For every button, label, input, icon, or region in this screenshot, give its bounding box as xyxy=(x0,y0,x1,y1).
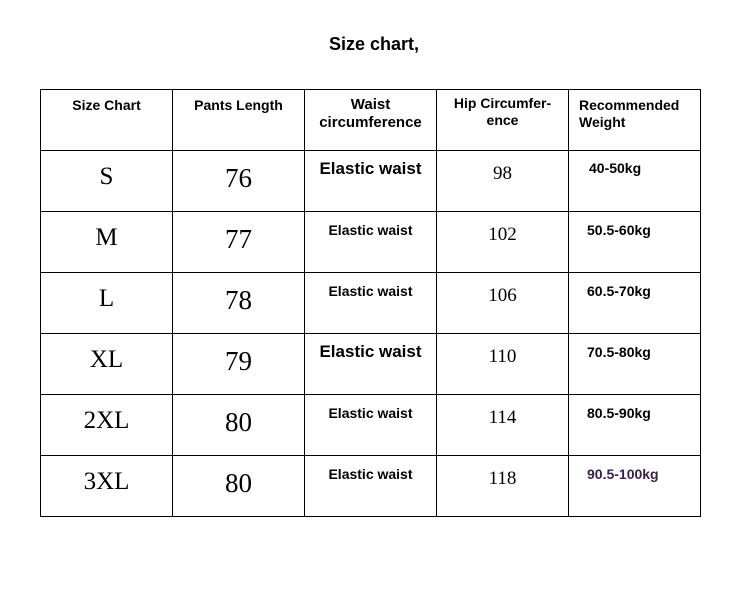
table-row xyxy=(41,273,701,334)
hip-cell: 102 xyxy=(488,224,517,245)
hip-cell: 118 xyxy=(488,468,517,489)
length-cell: 80 xyxy=(225,407,252,437)
table-row xyxy=(41,151,701,212)
size-cell: 2XL xyxy=(83,407,130,434)
length-cell: 79 xyxy=(225,346,252,376)
length-cell: 76 xyxy=(225,163,252,193)
hip-cell: 110 xyxy=(488,346,517,367)
header-weight-line1: Recommended xyxy=(579,97,680,113)
waist-cell: Elastic waist xyxy=(328,466,413,482)
header-size: Size Chart xyxy=(41,90,173,151)
hip-cell: 106 xyxy=(488,285,517,306)
header-weight-line2: Weight xyxy=(579,114,626,130)
size-chart-table xyxy=(40,89,701,517)
length-cell: 78 xyxy=(225,285,252,315)
size-cell: S xyxy=(99,163,114,190)
weight-cell: 80.5-90kg xyxy=(587,405,651,421)
header-hip xyxy=(437,90,569,151)
size-cell: XL xyxy=(89,346,124,373)
hip-cell: 98 xyxy=(493,163,512,184)
hip-cell: 114 xyxy=(488,407,517,428)
header-waist-line1: Waist xyxy=(350,96,391,113)
waist-cell: Elastic waist xyxy=(328,283,413,299)
table-row xyxy=(41,395,701,456)
page-title: Size chart, xyxy=(328,34,420,54)
table-row xyxy=(41,212,701,273)
length-cell: 77 xyxy=(225,224,252,254)
weight-cell: 70.5-80kg xyxy=(587,344,651,360)
size-cell: M xyxy=(95,224,118,251)
header-hip-line1: Hip Circumfer- xyxy=(453,95,552,111)
header-weight xyxy=(569,90,701,151)
header-hip-line2: ence xyxy=(486,112,519,128)
header-waist xyxy=(305,90,437,151)
weight-cell: 40-50kg xyxy=(589,160,642,176)
weight-cell: 50.5-60kg xyxy=(587,222,651,238)
waist-cell: Elastic waist xyxy=(319,159,422,178)
header-row xyxy=(41,90,701,151)
size-cell: L xyxy=(98,285,115,312)
size-cell: 3XL xyxy=(83,468,130,495)
table-row xyxy=(41,456,701,517)
weight-cell: 60.5-70kg xyxy=(587,283,651,299)
waist-cell: Elastic waist xyxy=(328,405,413,421)
header-waist-line2: circumference xyxy=(319,114,422,131)
table-row xyxy=(41,334,701,395)
length-cell: 80 xyxy=(225,468,252,498)
waist-cell: Elastic waist xyxy=(328,222,413,238)
header-pants-length: Pants Length xyxy=(173,90,305,151)
waist-cell: Elastic waist xyxy=(319,342,422,361)
weight-cell: 90.5-100kg xyxy=(587,466,659,482)
